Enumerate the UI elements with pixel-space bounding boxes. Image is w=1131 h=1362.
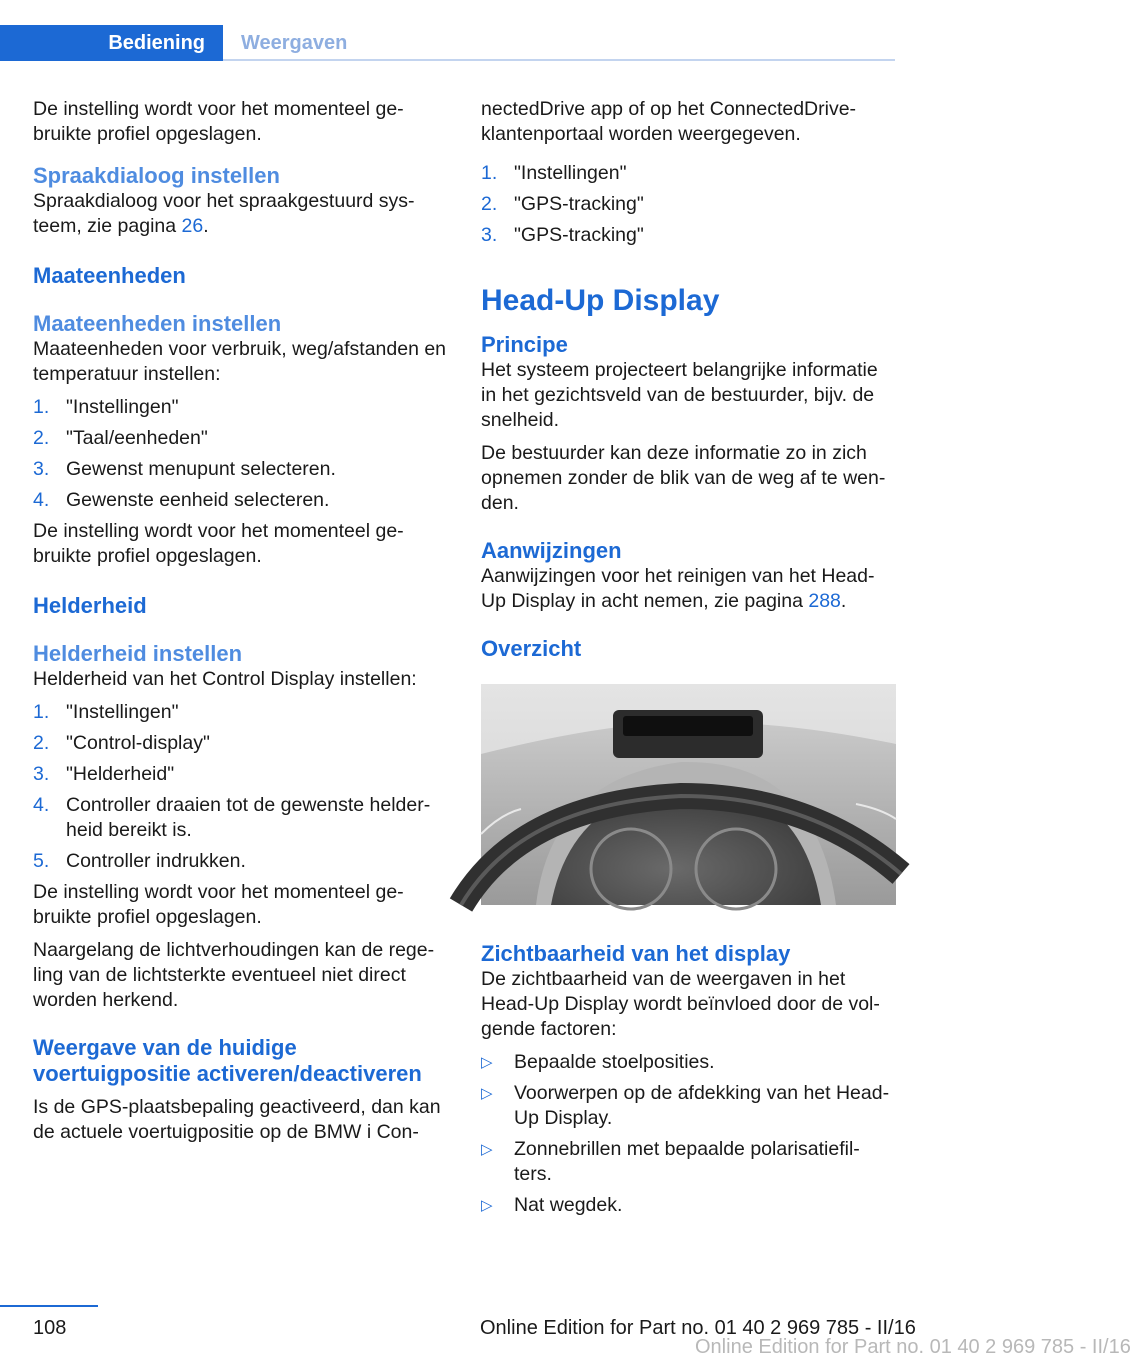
edition-note: Online Edition for Part no. 01 40 2 969 785 - II/16 bbox=[480, 1317, 916, 1339]
hud-dashboard-photo bbox=[481, 684, 896, 905]
heading-helderheid-instellen: Helderheid instellen bbox=[33, 641, 243, 666]
paragraph: De zichtbaarheid van de weergaven in het Head-Up Display wordt beïnvloed door de vol-gende factoren: bbox=[481, 968, 880, 1040]
heading-overzicht: Overzicht bbox=[481, 636, 582, 661]
paragraph: Spraakdialoog voor het spraakgestuurd sys-teem, zie pagina 26. bbox=[33, 190, 415, 237]
heading-maateenheden-instellen: Maateenheden instellen bbox=[33, 311, 282, 336]
triangle-bullet-icon: ▷ bbox=[481, 1085, 493, 1102]
footer-rule bbox=[0, 1305, 98, 1307]
list-item: ▷ Zonnebrillen met bepaalde polarisatiefil-ters. bbox=[481, 1138, 860, 1185]
list-item: 4. Gewenste eenheid selecteren. bbox=[33, 489, 330, 511]
heading-head-up-display: Head-Up Display bbox=[481, 284, 720, 317]
tab-divider bbox=[223, 59, 895, 61]
heading-zichtbaarheid: Zichtbaarheid van het display bbox=[481, 941, 791, 966]
heading-helderheid: Helderheid bbox=[33, 593, 147, 618]
paragraph: Naargelang de lichtverhoudingen kan de rege-ling van de lichtsterkte eventueel niet direct worden herkend. bbox=[33, 939, 435, 1011]
steps-helderheid bbox=[33, 700, 447, 874]
list-item: ▷ Nat wegdek. bbox=[481, 1194, 623, 1216]
factor-list bbox=[481, 1050, 895, 1218]
list-item: 2. "GPS-tracking" bbox=[481, 193, 644, 215]
heading-maateenheden: Maateenheden bbox=[33, 263, 186, 288]
paragraph: De instelling wordt voor het momenteel ge-bruikte profiel opgeslagen. bbox=[33, 881, 404, 928]
list-item: 2. "Control-display" bbox=[33, 732, 210, 754]
left-column bbox=[33, 97, 447, 1153]
list-item: 2. "Taal/eenheden" bbox=[33, 427, 208, 449]
list-item: 5. Controller indrukken. bbox=[33, 850, 246, 872]
list-item: 4. Controller draaien tot de gewenste helder-heid bereikt is. bbox=[33, 794, 431, 841]
list-item: ▷ Bepaalde stoelposities. bbox=[481, 1051, 715, 1073]
tab-bediening[interactable]: Bediening bbox=[0, 25, 223, 61]
steps-gps-tracking bbox=[481, 161, 895, 248]
list-item: 1. "Instellingen" bbox=[33, 396, 179, 418]
watermark: Online Edition for Part no. 01 40 2 969 785 - II/16 bbox=[695, 1336, 1131, 1358]
steps-maateenheden bbox=[33, 395, 447, 513]
paragraph: Het systeem projecteert belangrijke informatie in het gezichtsveld van de bestuurder, bijv. de snelheid. bbox=[481, 359, 878, 431]
heading-spraakdialoog: Spraakdialoog instellen bbox=[33, 163, 280, 188]
triangle-bullet-icon: ▷ bbox=[481, 1054, 493, 1071]
chapter-tabs bbox=[0, 25, 895, 61]
heading-aanwijzingen: Aanwijzingen bbox=[481, 538, 622, 563]
list-item: 1. "Instellingen" bbox=[33, 701, 179, 723]
paragraph: Is de GPS-plaatsbepaling geactiveerd, dan kan de actuele voertuigpositie op de BMW i Con- bbox=[33, 1096, 441, 1143]
paragraph: Helderheid van het Control Display instellen: bbox=[33, 668, 417, 690]
list-item: ▷ Voorwerpen op de afdekking van het Head-Up Display. bbox=[481, 1082, 890, 1129]
heading-voertuigpositie: Weergave van de huidige voertuigpositie activeren/deactiveren bbox=[33, 1035, 422, 1086]
paragraph: nectedDrive app of op het ConnectedDrive-klantenportaal worden weergegeven. bbox=[481, 98, 857, 145]
dashboard-illustration bbox=[481, 684, 896, 905]
paragraph: Maateenheden voor verbruik, weg/afstanden en temperatuur instellen: bbox=[33, 338, 447, 385]
paragraph: De instelling wordt voor het momenteel ge-bruikte profiel opgeslagen. bbox=[33, 520, 404, 567]
page-link-288[interactable]: 288 bbox=[808, 590, 841, 612]
list-item: 1. "Instellingen" bbox=[481, 162, 627, 184]
triangle-bullet-icon: ▷ bbox=[481, 1141, 493, 1158]
triangle-bullet-icon: ▷ bbox=[481, 1197, 493, 1214]
right-column bbox=[481, 97, 895, 1224]
heading-principe: Principe bbox=[481, 332, 568, 357]
paragraph: Aanwijzingen voor het reinigen van het Head-Up Display in acht nemen, zie pagina 288. bbox=[481, 565, 875, 612]
list-item: 3. Gewenst menupunt selecteren. bbox=[33, 458, 336, 480]
list-item: 3. "Helderheid" bbox=[33, 763, 175, 785]
page-number: 108 bbox=[33, 1317, 67, 1339]
list-item: 3. "GPS-tracking" bbox=[481, 224, 644, 246]
paragraph: De instelling wordt voor het momenteel ge-bruikte profiel opgeslagen. bbox=[33, 98, 404, 145]
paragraph: De bestuurder kan deze informatie zo in zich opnemen zonder de blik van de weg af te wen-den. bbox=[481, 442, 886, 514]
tab-weergaven[interactable]: Weergaven bbox=[241, 31, 348, 54]
page-link-26[interactable]: 26 bbox=[181, 215, 204, 237]
